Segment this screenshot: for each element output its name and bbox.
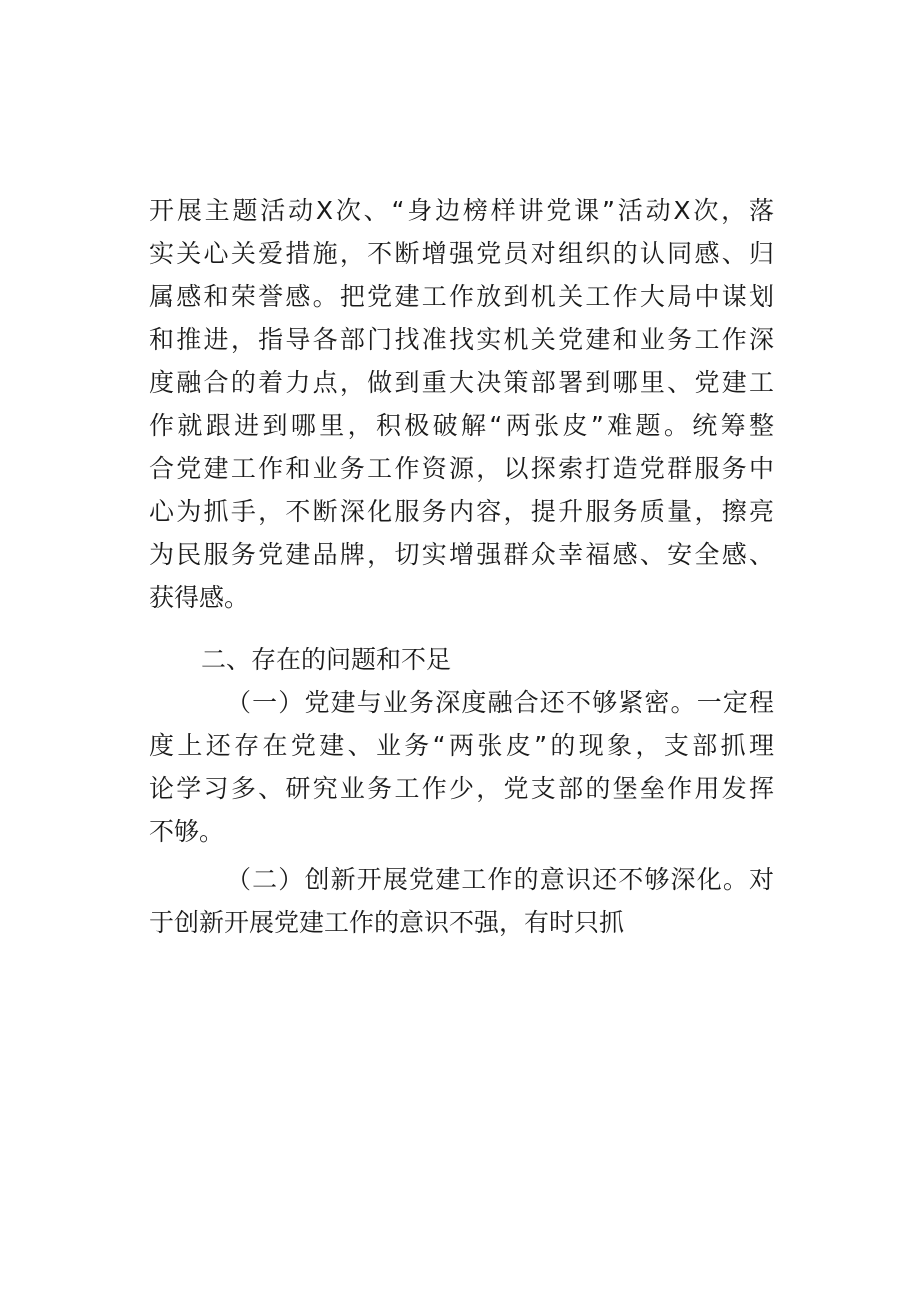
subsection-heading-line: （一）党建与业务深度融合还不够紧密。一定程 bbox=[226, 688, 774, 717]
text-line: 作就跟进到哪里，积极破解“两张皮”难题。统筹整 bbox=[149, 411, 774, 440]
subsection-integration-issue bbox=[149, 681, 774, 853]
text-line: 为民服务党建品牌，切实增强群众幸福感、安全感、 bbox=[149, 540, 774, 569]
text-line: 于创新开展党建工作的意识不强，有时只抓 bbox=[149, 908, 625, 937]
subsection-heading-line: （二）创新开展党建工作的意识还不够深化。对 bbox=[226, 865, 774, 894]
text-line: 属感和荣誉感。把党建工作放到机关工作大局中谋划 bbox=[149, 282, 774, 311]
text-line: 度融合的着力点，做到重大决策部署到哪里、党建工 bbox=[149, 368, 774, 397]
text-line: 论学习多、研究业务工作少，党支部的堡垒作用发挥 bbox=[149, 774, 774, 803]
section-heading: 二、存在的问题和不足 bbox=[201, 645, 452, 674]
text-line: 实关心关爱措施，不断增强党员对组织的认同感、归 bbox=[149, 239, 774, 268]
text-line: 心为抓手，不断深化服务内容，提升服务质量，擦亮 bbox=[149, 497, 774, 526]
text-line: 合党建工作和业务工作资源，以探索打造党群服务中 bbox=[149, 454, 774, 483]
text-line: 和推进，指导各部门找准找实机关党建和业务工作深 bbox=[149, 325, 774, 354]
text-line: 度上还存在党建、业务“两张皮”的现象，支部抓理 bbox=[149, 731, 774, 760]
text-line: 开展主题活动X次、“身边榜样讲党课”活动X次，落 bbox=[149, 196, 774, 225]
section-heading-block bbox=[149, 638, 774, 681]
text-line: 获得感。 bbox=[149, 583, 250, 612]
text-line: 不够。 bbox=[149, 817, 225, 846]
paragraph-party-building-summary bbox=[149, 189, 774, 619]
subsection-innovation-issue bbox=[149, 858, 774, 944]
